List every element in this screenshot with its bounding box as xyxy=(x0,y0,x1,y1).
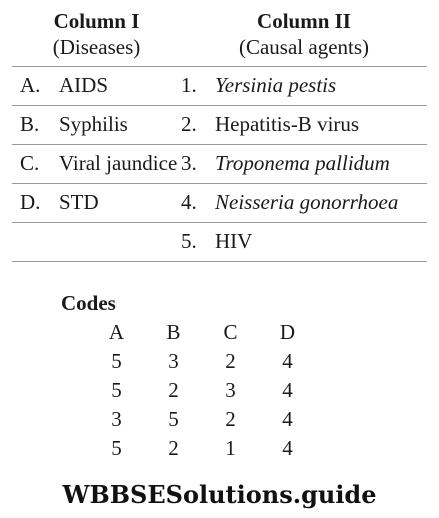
code-value: 1 xyxy=(225,436,236,460)
column-2-title: Column II xyxy=(257,9,351,33)
disease-cell: Syphilis xyxy=(59,106,181,145)
code-value: 5 xyxy=(168,407,179,431)
codes-title: Codes xyxy=(61,291,116,315)
code-value: 5 xyxy=(111,436,122,460)
row-letter: C. xyxy=(12,145,59,184)
table-row xyxy=(12,223,427,262)
watermark: WBBSESolutions.guide xyxy=(62,480,377,509)
codes-header: B xyxy=(166,320,181,344)
code-value: 5 xyxy=(111,378,122,402)
disease-cell: AIDS xyxy=(59,67,181,106)
row-letter: A. xyxy=(12,67,59,106)
codes-header: A xyxy=(108,320,125,344)
row-letter: B. xyxy=(12,106,59,145)
codes-table xyxy=(88,318,316,463)
agent-cell: Troponema pallidum xyxy=(215,145,427,184)
code-value: 2 xyxy=(225,349,236,373)
row-number: 1. xyxy=(181,67,215,106)
agent-cell: Neisseria gonorrhoea xyxy=(215,184,427,223)
disease-cell: Viral jaundice xyxy=(59,145,181,184)
codes-option-row xyxy=(88,376,316,405)
table-row xyxy=(12,106,427,145)
codes-option-row xyxy=(88,405,316,434)
row-letter xyxy=(12,223,59,262)
row-number: 4. xyxy=(181,184,215,223)
column-1-title: Column I xyxy=(53,9,140,33)
code-value: 5 xyxy=(111,349,122,373)
code-value: 4 xyxy=(282,378,293,402)
agent-cell: HIV xyxy=(215,223,427,262)
agent-cell: Hepatitis-B virus xyxy=(215,106,427,145)
codes-option-row xyxy=(88,434,316,463)
disease-cell: STD xyxy=(59,184,181,223)
codes-header: D xyxy=(279,320,296,344)
code-value: 4 xyxy=(282,407,293,431)
code-value: 3 xyxy=(168,349,179,373)
row-number: 5. xyxy=(181,223,215,262)
codes-header: C xyxy=(223,320,238,344)
codes-option-row xyxy=(88,347,316,376)
code-value: 3 xyxy=(225,378,236,402)
table-header-row xyxy=(12,4,427,67)
code-value: 2 xyxy=(225,407,236,431)
code-value: 4 xyxy=(282,349,293,373)
row-letter: D. xyxy=(12,184,59,223)
column-2-header xyxy=(181,4,427,67)
code-value: 2 xyxy=(168,378,179,402)
row-number: 3. xyxy=(181,145,215,184)
column-1-header xyxy=(12,4,181,67)
match-table xyxy=(12,4,427,262)
table-row xyxy=(12,184,427,223)
row-number: 2. xyxy=(181,106,215,145)
codes-header-row xyxy=(88,318,316,347)
table-row xyxy=(12,67,427,106)
code-value: 4 xyxy=(282,436,293,460)
code-value: 3 xyxy=(111,407,122,431)
disease-cell xyxy=(59,223,181,262)
table-row xyxy=(12,145,427,184)
column-1-subtitle: (Diseases) xyxy=(52,35,141,59)
column-2-subtitle: (Causal agents) xyxy=(238,35,370,59)
code-value: 2 xyxy=(168,436,179,460)
agent-cell: Yersinia pestis xyxy=(215,67,427,106)
